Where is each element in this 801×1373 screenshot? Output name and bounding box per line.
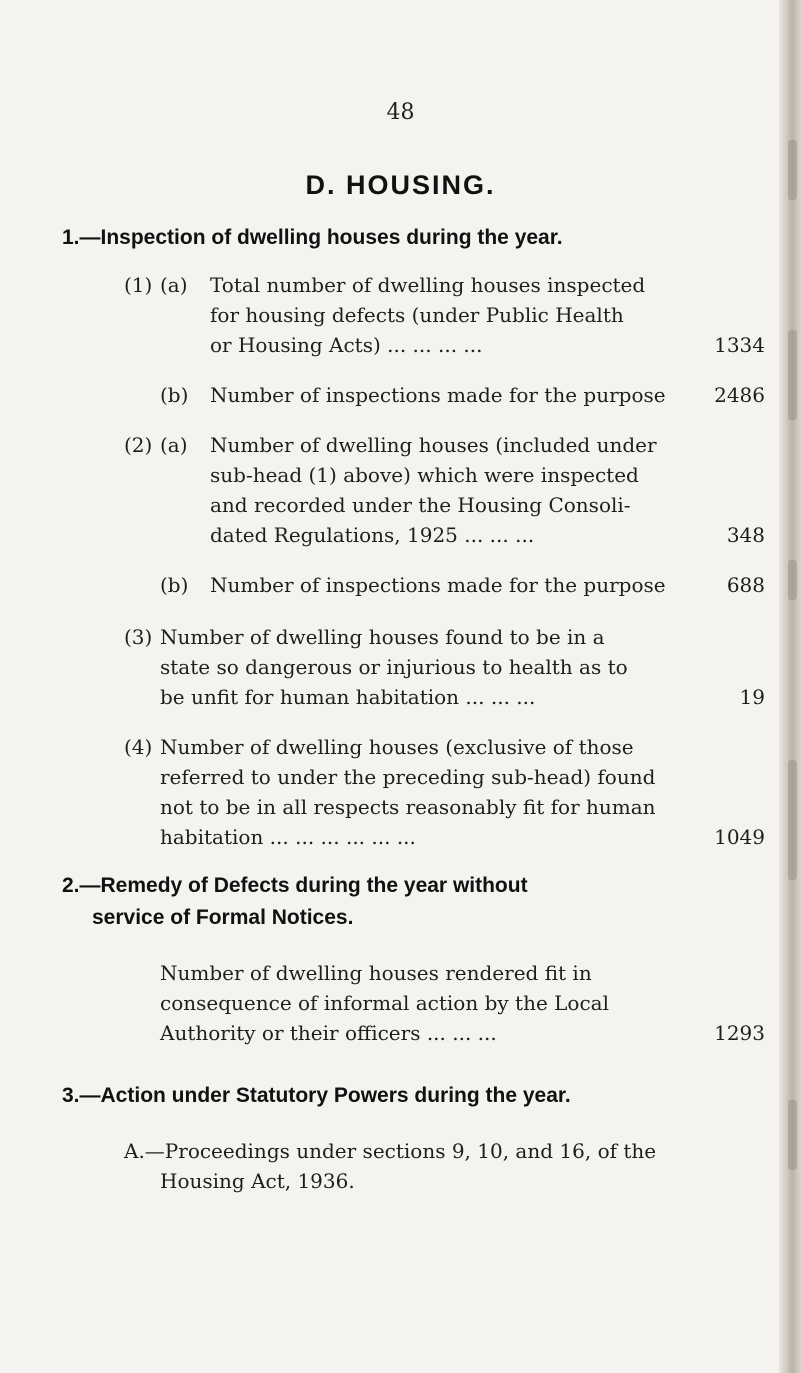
- item-2b: [0, 570, 801, 600]
- section-2-value: 1293: [714, 1021, 765, 1045]
- section-title: D. HOUSING.: [305, 170, 496, 200]
- item-line: Number of dwelling houses (included under: [210, 433, 657, 457]
- item-line: habitation ... ... ... ... ... ...: [160, 825, 416, 849]
- item-number: (1): [124, 273, 153, 297]
- item-line: Total number of dwelling houses inspected: [210, 273, 646, 297]
- item-line: for housing defects (under Public Health: [210, 303, 624, 327]
- section-2-title-line: service of Formal Notices.: [92, 906, 354, 929]
- item-text: [210, 570, 690, 600]
- spine-mark: [788, 1100, 797, 1170]
- item-text: [210, 380, 690, 410]
- item-line: sub-head (1) above) which were inspected: [210, 463, 639, 487]
- item-sub-letter: (b): [160, 383, 189, 407]
- section-2-heading: [62, 870, 528, 934]
- item-text: [210, 430, 690, 550]
- section-3-heading: [62, 1080, 571, 1112]
- item-line: Number of inspections made for the purpose: [210, 573, 666, 597]
- item-line: and recorded under the Housing Consoli-: [210, 493, 631, 517]
- item-text: [160, 732, 690, 852]
- item-text: [210, 270, 690, 360]
- item-value: 1049: [714, 825, 765, 849]
- item-line: be unfit for human habitation ... ... ...: [160, 685, 536, 709]
- item-1b: [0, 380, 801, 410]
- item-line: dated Regulations, 1925 ... ... ...: [210, 523, 535, 547]
- section-2-number: 2.: [62, 874, 80, 897]
- item-4: [0, 732, 801, 852]
- body-line: consequence of informal action by the Local: [160, 991, 609, 1015]
- item-line: or Housing Acts) ... ... ... ...: [210, 333, 483, 357]
- item-2a: [0, 430, 801, 550]
- item-sub-letter: (b): [160, 573, 189, 597]
- item-text: [160, 622, 690, 712]
- item-value: 688: [726, 573, 765, 597]
- item-sub-letter: (a): [160, 273, 188, 297]
- section-3-body: [124, 1136, 724, 1196]
- item-number: (2): [124, 433, 153, 457]
- body-line: Housing Act, 1936.: [160, 1169, 355, 1193]
- item-1a: [0, 270, 801, 360]
- section-1-number: 1.: [62, 226, 80, 249]
- section-2-body: [0, 958, 801, 1048]
- section-3-title: —Action under Statutory Powers during the year.: [79, 1084, 571, 1107]
- body-line: Authority or their officers ... ... ...: [160, 1021, 497, 1045]
- item-line: state so dangerous or injurious to health as to: [160, 655, 628, 679]
- item-number: (4): [124, 735, 153, 759]
- item-line: referred to under the preceding sub-head) found: [160, 765, 656, 789]
- item-line: Number of inspections made for the purpose: [210, 383, 666, 407]
- item-sub-letter: (a): [160, 433, 188, 457]
- item-value: 1334: [714, 333, 765, 357]
- page-number: 48: [386, 100, 415, 125]
- item-number: (3): [124, 625, 153, 649]
- body-line: A.—Proceedings under sections 9, 10, and 16, of the: [124, 1139, 657, 1163]
- item-line: Number of dwelling houses found to be in a: [160, 625, 605, 649]
- item-value: 348: [726, 523, 765, 547]
- body-line: Number of dwelling houses rendered fit in: [160, 961, 592, 985]
- section-1-heading: [62, 222, 563, 254]
- item-value: 2486: [714, 383, 765, 407]
- section-1-title: —Inspection of dwelling houses during the year.: [79, 226, 563, 249]
- item-line: not to be in all respects reasonably fit for human: [160, 795, 656, 819]
- section-2-text: [160, 958, 690, 1048]
- section-2-title-line: —Remedy of Defects during the year without: [79, 874, 528, 897]
- item-3: [0, 622, 801, 712]
- item-value: 19: [739, 685, 765, 709]
- item-line: Number of dwelling houses (exclusive of those: [160, 735, 634, 759]
- section-3-number: 3.: [62, 1084, 80, 1107]
